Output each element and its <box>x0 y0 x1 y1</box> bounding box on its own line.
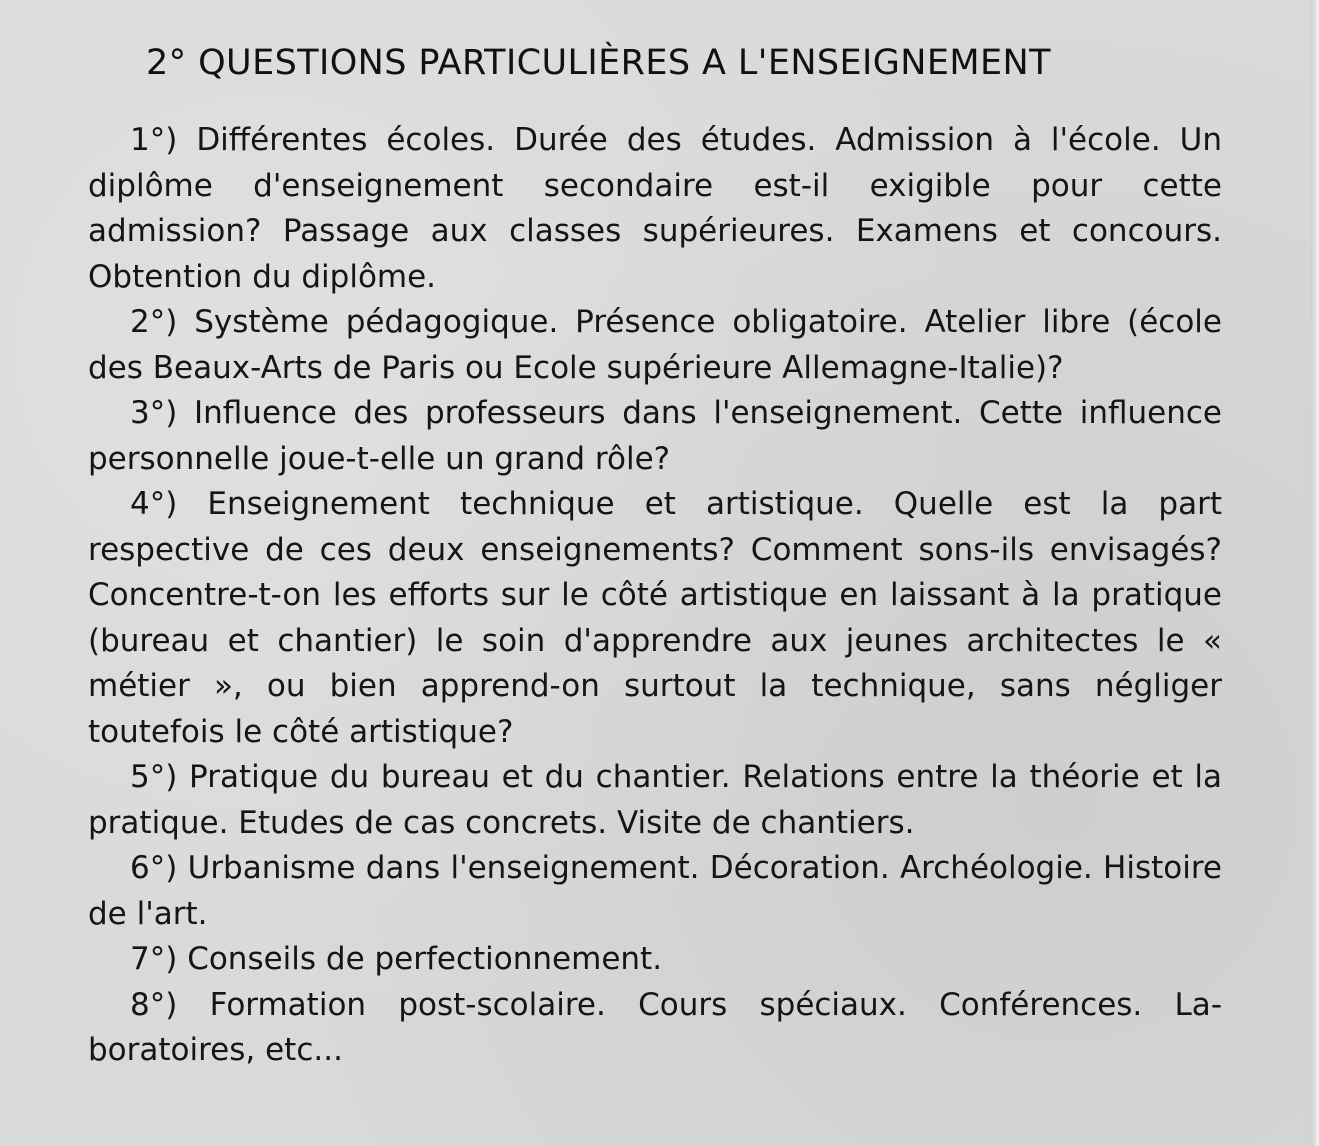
question-item-6 <box>88 846 1222 937</box>
question-number: 2°) <box>130 304 178 340</box>
question-number: 3°) <box>130 395 178 431</box>
section-title: QUESTIONS PARTICULIÈRES A L'ENSEIGNEMENT <box>198 43 1051 83</box>
question-number: 8°) <box>130 986 178 1023</box>
question-text: Enseignement technique et artistique. Quelle est la part respective de ces deux enseignements? Comment sons-ils envisagés? Concentre-t-on les efforts sur le côté artistique en laissant à la pratique (bureau et chantier) le soin d'apprendre aux jeunes architectes le « métier », ou bien apprend-on surtout la technique, sans négliger toutefois le côté artistique? <box>88 486 1223 750</box>
section-number: 2° <box>146 43 187 83</box>
question-number: 7°) <box>130 941 178 977</box>
question-number: 6°) <box>130 850 178 886</box>
question-item-2 <box>88 300 1222 391</box>
question-text: Conseils de perfectionnement. <box>187 941 663 977</box>
question-number: 1°) <box>130 122 178 158</box>
question-item-8 <box>88 983 1222 1074</box>
section-heading <box>146 38 1206 88</box>
questions-list <box>88 118 1222 1074</box>
page-edge <box>1311 0 1319 1146</box>
question-number: 5°) <box>130 759 178 795</box>
question-text: Formation post-scolaire. Cours spéciaux. Conférences. Laboratoires, etc... <box>88 986 1222 1068</box>
question-item-4 <box>88 482 1222 755</box>
question-item-1 <box>88 118 1222 300</box>
question-item-5 <box>88 755 1222 846</box>
question-text: Influence des professeurs dans l'enseignement. Cette influence personnelle joue-t-elle un grand rôle? <box>88 395 1223 477</box>
question-item-3 <box>88 391 1222 482</box>
question-text: Différentes écoles. Durée des études. Admission à l'école. Un diplôme d'enseignement secondaire est-il exigible pour cette admission? Passage aux classes supérieures. Examens et concours. Obtention du diplôme. <box>88 122 1222 295</box>
question-number: 4°) <box>130 486 178 522</box>
question-text: Urbanisme dans l'enseignement. Décoration. Archéologie. Histoire de l'art. <box>88 850 1223 932</box>
question-text: Système pédagogique. Présence obligatoire. Atelier libre (école des Beaux-Arts de Paris ou Ecole supérieure Allemagne-Italie)? <box>88 304 1222 386</box>
question-item-7 <box>88 937 1222 983</box>
question-text: Pratique du bureau et du chantier. Relations entre la théorie et la pratique. Etudes de cas concrets. Visite de chantiers. <box>88 759 1222 841</box>
